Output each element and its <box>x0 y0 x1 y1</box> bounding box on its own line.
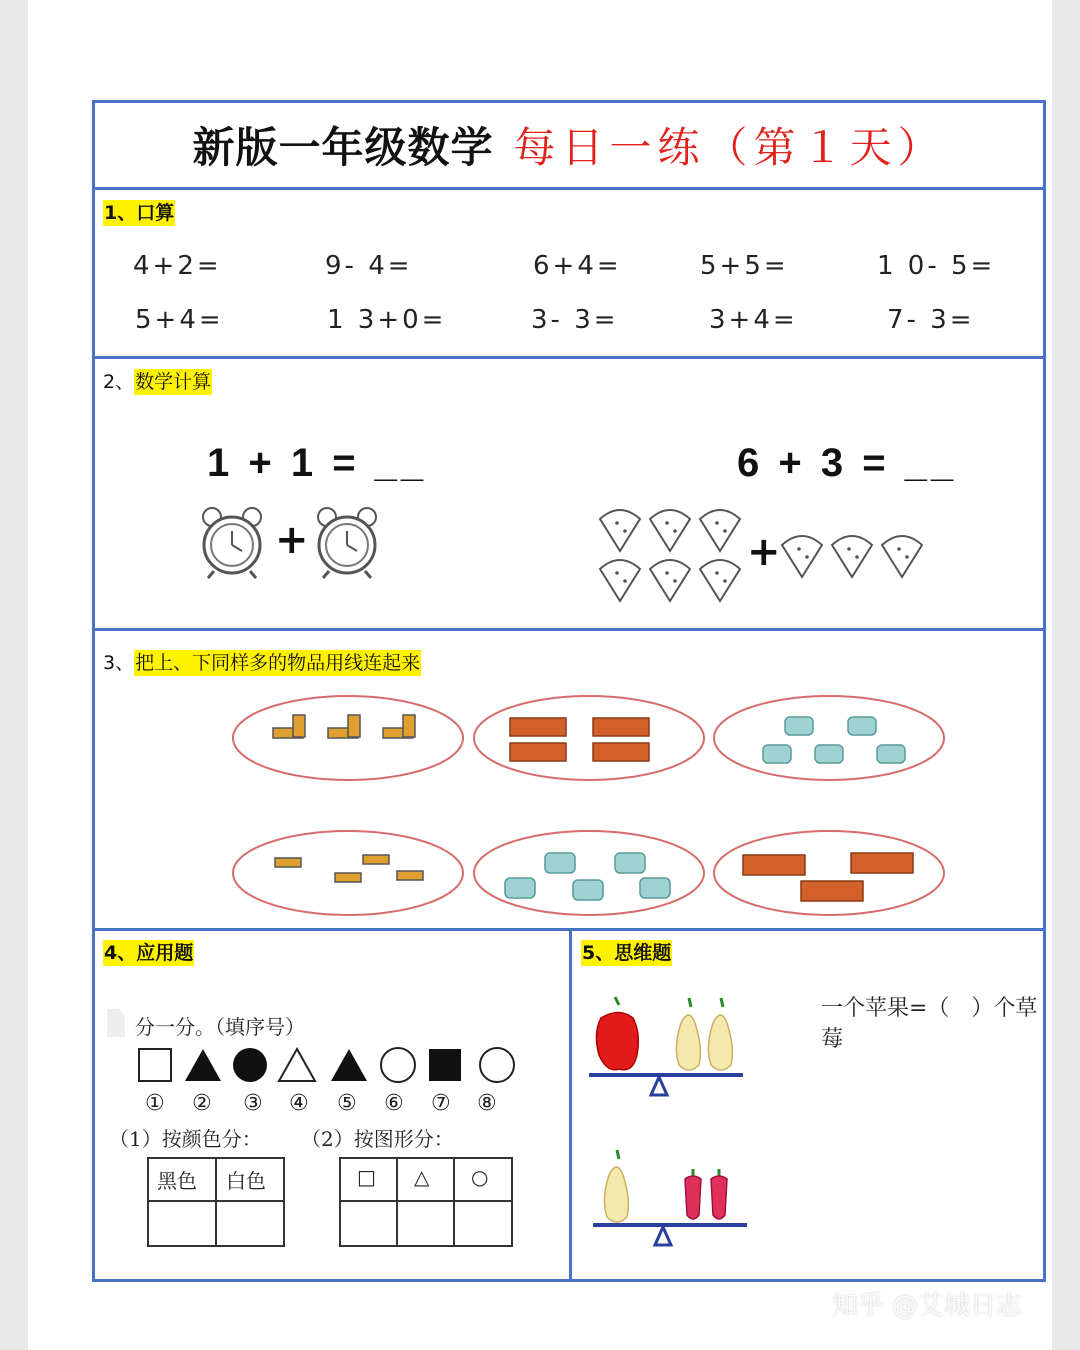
shape-number: ⑥ <box>384 1091 404 1116</box>
q5-label: 5、思维题 <box>582 942 672 964</box>
q1-eq: 6+4= <box>533 251 622 281</box>
divider <box>95 628 1043 631</box>
watermark: 知乎 @艾城日志 <box>831 1291 1022 1321</box>
paper-page <box>28 0 1052 1350</box>
strawberry-group-icon <box>777 527 927 583</box>
shape-number: ③ <box>243 1091 263 1116</box>
balance-pear-strawberries-icon <box>589 1145 749 1255</box>
worksheet <box>92 100 1046 1282</box>
divider <box>95 356 1043 359</box>
q2-label: 2、数学计算 <box>103 371 212 393</box>
q1-eq: 9- 4= <box>325 251 413 281</box>
by-color-label: （1）按颜色分： <box>109 1127 262 1151</box>
shape-number: ② <box>192 1091 212 1116</box>
q1-eq: 3- 3= <box>531 305 619 335</box>
shape-number: ⑦ <box>431 1091 451 1116</box>
q1-eq: 7- 3= <box>887 305 975 335</box>
divider <box>95 187 1043 190</box>
table-header-white: 白色 <box>226 1169 266 1193</box>
alarm-clock-icon <box>200 505 264 579</box>
matching-ovals <box>95 693 1049 923</box>
q4-label: 4、应用题 <box>104 942 194 964</box>
table-header-triangle: △ <box>414 1165 430 1189</box>
q1-eq: 1 3+0= <box>327 305 447 335</box>
divider-vertical <box>569 930 572 1282</box>
plus-sign: + <box>275 517 309 563</box>
table-header-black: 黑色 <box>157 1169 197 1193</box>
q5-question: 一个苹果=（ ）个草莓 <box>821 996 1038 1052</box>
page-corner-icon <box>107 1009 125 1037</box>
q1-eq: 5+4= <box>135 305 224 335</box>
shape-number: ① <box>145 1091 165 1116</box>
equation-left: 1 + 1 = __ <box>207 441 428 485</box>
q1-eq: 3+4= <box>709 305 798 335</box>
alarm-clock-icon <box>315 505 379 579</box>
q4-instruction: 分一分。（填序号） <box>135 1015 305 1039</box>
q1-eq: 4+2= <box>133 251 222 281</box>
plus-sign: + <box>747 529 781 575</box>
table-header-square: □ <box>357 1165 376 1189</box>
by-shape-label: （2）按图形分： <box>301 1127 454 1151</box>
title-sub: 每日一练（第１天） <box>513 123 946 172</box>
shapes-row <box>137 1047 517 1087</box>
title-main: 新版一年级数学 <box>192 123 494 172</box>
shape-number: ④ <box>289 1091 309 1116</box>
shape-number: ⑤ <box>337 1091 357 1116</box>
balance-apple-pears-icon <box>589 993 749 1103</box>
q1-eq: 1 0- 5= <box>877 251 996 281</box>
table-header-circle: ○ <box>471 1165 489 1189</box>
equation-right: 6 + 3 = __ <box>737 441 958 485</box>
q1-label: 1、口算 <box>104 202 175 224</box>
q1-eq: 5+5= <box>700 251 789 281</box>
q3-label: 3、把上、下同样多的物品用线连起来 <box>103 652 421 674</box>
worksheet-title <box>95 115 1043 175</box>
shape-number: ⑧ <box>477 1091 497 1116</box>
strawberry-group-icon <box>595 501 745 609</box>
